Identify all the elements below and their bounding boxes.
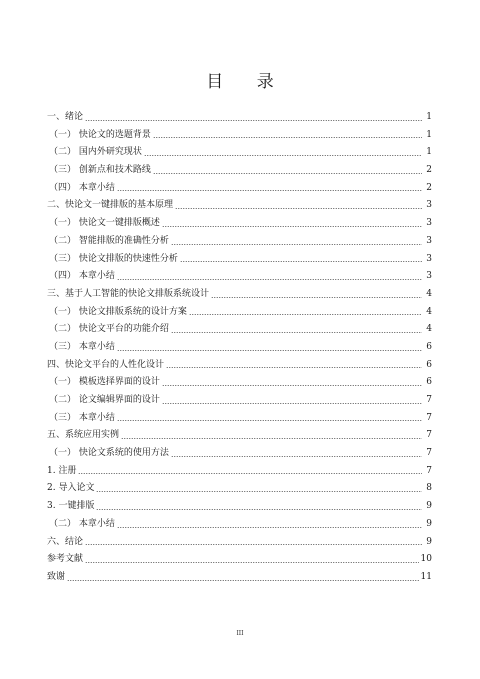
toc-dot-leader: [85, 544, 422, 545]
toc-dot-leader: [171, 332, 422, 333]
toc-entry-label: （三） 快论文排版的快速性分析: [49, 253, 178, 264]
toc-dot-leader: [121, 438, 422, 439]
toc-entry-label: 四、快论文平台的人性化设计: [47, 359, 165, 370]
toc-entry[interactable]: [47, 215, 432, 233]
toc-dot-leader: [85, 562, 419, 563]
toc-entry[interactable]: [47, 551, 432, 569]
toc-entry-label: （一） 模板选择界面的设计: [49, 377, 160, 388]
page-number-footer: III: [236, 630, 244, 637]
toc-entry-label: （一） 快论文排版系统的设计方案: [49, 306, 187, 317]
toc-entry-label: 致谢: [47, 571, 66, 582]
toc-entry-label: （三） 本章小结: [49, 341, 115, 352]
toc-entry-page: 2: [426, 165, 432, 176]
toc-entry-label: （三） 创新点和技术路线: [49, 165, 151, 176]
toc-entry[interactable]: [47, 463, 432, 481]
toc-dot-leader: [175, 208, 422, 209]
toc-entry-label: （二） 国内外研究现状: [49, 147, 142, 158]
toc-entry[interactable]: [47, 286, 432, 304]
toc-entry-page: 6: [426, 359, 432, 370]
toc-entry-label: 三、基于人工智能的快论文排版系统设计: [47, 288, 210, 299]
toc-entry-label: 二、快论文一键排版的基本原理: [47, 200, 174, 211]
toc-entry-page: 3: [426, 271, 432, 282]
toc-entry-label: （一） 快论文一键排版概述: [49, 218, 160, 229]
toc-entry-label: 一、绪论: [47, 112, 84, 122]
toc-dot-leader: [153, 137, 422, 138]
toc-entry-page: 9: [426, 536, 432, 547]
toc-entry[interactable]: [47, 410, 432, 428]
toc-entry-page: 6: [426, 341, 432, 352]
toc-entry[interactable]: [47, 321, 432, 339]
toc-dot-leader: [96, 509, 422, 510]
toc-entry-page: 7: [426, 430, 432, 441]
toc-entry-label: （四） 本章小结: [49, 182, 115, 193]
toc-entry-label: 六、结论: [47, 536, 84, 547]
toc-entry[interactable]: [47, 427, 432, 445]
toc-entry[interactable]: [47, 498, 432, 516]
toc-entry-label: 参考文献: [47, 554, 84, 565]
toc-entry[interactable]: [47, 197, 432, 215]
toc-entry[interactable]: [47, 445, 432, 463]
toc-entry[interactable]: [47, 304, 432, 322]
toc-dot-leader: [189, 314, 422, 315]
toc-dot-leader: [117, 350, 422, 351]
toc-dot-leader: [162, 226, 422, 227]
toc-entry[interactable]: [47, 162, 432, 180]
toc-entry[interactable]: [47, 534, 432, 552]
toc-entry-label: （四） 本章小结: [49, 271, 115, 282]
toc-entry-page: 3: [426, 200, 432, 211]
toc-entry[interactable]: [47, 480, 432, 498]
toc-entry-label: 2. 导入论文: [47, 483, 95, 494]
toc-dot-leader: [117, 279, 422, 280]
toc-entry[interactable]: [47, 374, 432, 392]
toc-entry-page: 11: [420, 571, 432, 582]
toc-dot-leader: [96, 491, 422, 492]
toc-entry-page: 1: [426, 112, 432, 122]
toc-entry[interactable]: [47, 357, 432, 375]
toc-entry-page: 2: [426, 182, 432, 193]
toc-entry[interactable]: [47, 251, 432, 269]
toc-entry-page: 7: [426, 465, 432, 476]
toc-entry-label: （三） 本章小结: [49, 412, 115, 423]
toc-dot-leader: [211, 297, 422, 298]
toc-entry[interactable]: [47, 569, 432, 587]
toc-entry[interactable]: [47, 127, 432, 145]
toc-entry-page: 7: [426, 395, 432, 405]
toc-entry-label: （一） 快论文的选题背景: [49, 129, 151, 140]
toc-entry-label: （二） 快论文平台的功能介绍: [49, 324, 169, 335]
toc-entry-page: 4: [426, 324, 432, 335]
toc-dot-leader: [166, 367, 422, 368]
toc-entry-label: 五、系统应用实例: [47, 430, 120, 441]
toc-dot-leader: [85, 120, 422, 121]
toc-entry-label: 3. 一键排版: [47, 501, 95, 512]
table-of-contents: [47, 109, 432, 587]
toc-dot-leader: [78, 473, 422, 474]
toc-entry-page: 3: [426, 253, 432, 264]
toc-entry-label: 1. 注册: [47, 465, 77, 476]
toc-entry-label: （二） 本章小结: [49, 518, 115, 529]
toc-entry-page: 3: [426, 235, 432, 246]
toc-dot-leader: [171, 244, 422, 245]
toc-entry-page: 4: [426, 306, 432, 317]
toc-entry-page: 7: [426, 412, 432, 423]
toc-entry[interactable]: [47, 268, 432, 286]
toc-dot-leader: [117, 190, 422, 191]
toc-entry-page: 9: [426, 501, 432, 512]
toc-entry-page: 6: [426, 377, 432, 388]
toc-dot-leader: [67, 580, 419, 581]
toc-entry-label: （二） 论文编辑界面的设计: [49, 395, 160, 405]
toc-entry[interactable]: [47, 180, 432, 198]
toc-dot-leader: [117, 420, 422, 421]
toc-entry-page: 10: [420, 554, 432, 565]
toc-entry[interactable]: [47, 516, 432, 534]
toc-entry-label: （二） 智能排版的准确性分析: [49, 235, 169, 246]
toc-dot-leader: [153, 173, 422, 174]
toc-entry-page: 8: [426, 483, 432, 494]
toc-entry-page: 9: [426, 518, 432, 529]
toc-entry[interactable]: [47, 339, 432, 357]
toc-dot-leader: [144, 155, 422, 156]
toc-dot-leader: [162, 385, 422, 386]
toc-entry[interactable]: [47, 233, 432, 251]
toc-title: 目 录: [206, 72, 288, 92]
toc-entry-label: （一） 快论文系统的使用方法: [49, 448, 169, 459]
toc-dot-leader: [171, 456, 422, 457]
toc-entry-page: 1: [426, 147, 432, 158]
toc-entry-page: 7: [426, 448, 432, 459]
toc-entry[interactable]: [47, 144, 432, 162]
toc-entry-page: 1: [426, 129, 432, 140]
toc-dot-leader: [117, 527, 422, 528]
toc-dot-leader: [180, 261, 422, 262]
toc-entry-page: 3: [426, 218, 432, 229]
toc-entry[interactable]: [47, 392, 432, 410]
toc-entry[interactable]: [47, 109, 432, 127]
toc-entry-page: 4: [426, 288, 432, 299]
toc-dot-leader: [162, 403, 422, 404]
